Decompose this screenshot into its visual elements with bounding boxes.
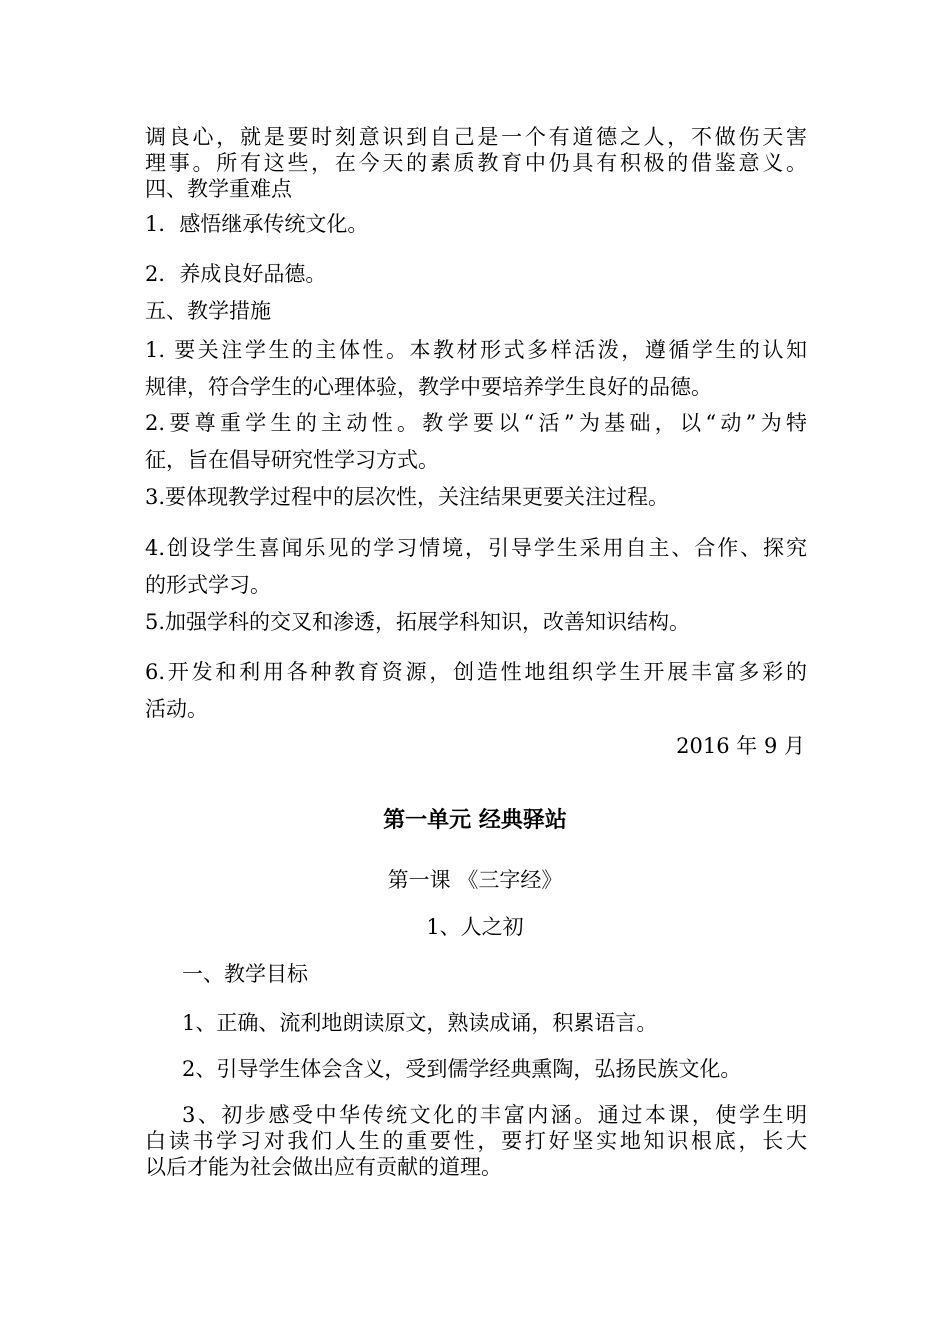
document-date: 2016 年 9 月 xyxy=(676,734,805,758)
measure-3: 3.要体现教学过程中的层次性，关注结果更要关注过程。 xyxy=(145,485,670,509)
objectives-heading: 一、教学目标 xyxy=(182,962,308,986)
section-title: 1、人之初 xyxy=(426,915,524,939)
unit-title: 第一单元 经典驿站 xyxy=(383,807,567,833)
objective-2: 2、引导学生体会含义，受到儒学经典熏陶，弘扬民族文化。 xyxy=(182,1057,742,1081)
section-heading-measures: 五、教学措施 xyxy=(145,299,271,323)
section-heading-key-points: 四、教学重难点 xyxy=(145,177,292,201)
lesson-title: 第一课 《三字经》 xyxy=(387,868,563,892)
key-point-1: 1．感悟继承传统文化。 xyxy=(145,212,369,236)
key-point-2: 2．养成良好品德。 xyxy=(145,262,327,286)
measure-5: 5.加强学科的交叉和渗透，拓展学科知识，改善知识结构。 xyxy=(145,610,691,634)
measure-4-line-1: 4.创设学生喜闻乐见的学习情境，引导学生采用自主、合作、探究 xyxy=(145,536,807,560)
intro-line-1: 调良心，就是要时刻意识到自己是一个有道德之人，不做伤天害 xyxy=(145,125,807,149)
measure-1-line-2: 规律，符合学生的心理体验，教学中要培养学生良好的品德。 xyxy=(145,375,712,399)
objective-3-line-3: 以后才能为社会做出应有贡献的道理。 xyxy=(145,1155,502,1179)
objective-1: 1、正确、流利地朗读原文，熟读成诵，积累语言。 xyxy=(182,1011,658,1035)
intro-line-2: 理事。所有这些，在今天的素质教育中仍具有积极的借鉴意义。 xyxy=(145,151,807,175)
measure-6-line-1: 6.开发和利用各种教育资源，创造性地组织学生开展丰富多彩的 xyxy=(145,660,807,684)
objective-3-line-1: 3、初步感受中华传统文化的丰富内涵。通过本课，使学生明 xyxy=(182,1103,807,1127)
objective-3-line-2: 白读书学习对我们人生的重要性，要打好坚实地知识根底，长大 xyxy=(145,1129,807,1153)
measure-2-line-2: 征，旨在倡导研究性学习方式。 xyxy=(145,448,439,472)
measure-4-line-2: 的形式学习。 xyxy=(145,573,271,597)
measure-2-line-1: 2.要尊重学生的主动性。教学要以“活”为基础，以“动”为特 xyxy=(145,411,807,435)
measure-1-line-1: 1. 要关注学生的主体性。本教材形式多样活泼，遵循学生的认知 xyxy=(145,338,807,362)
measure-6-line-2: 活动。 xyxy=(145,697,208,721)
